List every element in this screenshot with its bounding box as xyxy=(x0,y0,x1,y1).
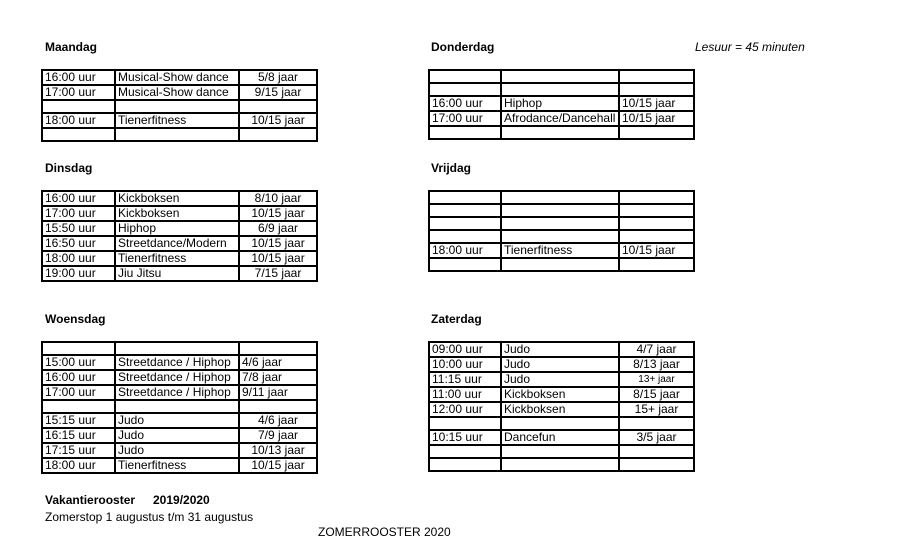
table-row xyxy=(429,111,694,126)
time-cell: 16:00 uur xyxy=(42,370,115,385)
time-cell xyxy=(42,128,115,141)
time-cell: 15:00 uur xyxy=(42,355,115,370)
age-cell: 10/15 jaar xyxy=(239,236,317,251)
time-cell: 10:15 uur xyxy=(429,430,501,445)
age-cell: 10/13 jaar xyxy=(239,443,317,458)
class-cell: Judo xyxy=(501,342,619,357)
lesson-duration-note: Lesuur = 45 minuten xyxy=(695,40,805,54)
table-row xyxy=(42,206,317,221)
class-cell xyxy=(501,204,619,217)
time-cell: 16:15 uur xyxy=(42,428,115,443)
time-cell: 18:00 uur xyxy=(429,243,501,258)
time-cell xyxy=(429,83,501,96)
age-cell: 6/9 jaar xyxy=(239,221,317,236)
table-row xyxy=(42,128,317,141)
class-cell: Judo xyxy=(501,372,619,387)
age-cell: 10/15 jaar xyxy=(239,251,317,266)
age-cell xyxy=(619,458,694,471)
class-cell: Tienerfitness xyxy=(115,458,239,473)
day-heading-dinsdag: Dinsdag xyxy=(45,161,93,175)
age-cell: 10/15 jaar xyxy=(239,458,317,473)
table-row xyxy=(42,191,317,206)
class-cell: Dancefun xyxy=(501,430,619,445)
time-cell xyxy=(42,100,115,113)
time-cell: 17:00 uur xyxy=(429,111,501,126)
class-cell xyxy=(501,191,619,204)
time-cell: 15:50 uur xyxy=(42,221,115,236)
table-row xyxy=(42,113,317,128)
age-cell: 4/7 jaar xyxy=(619,342,694,357)
age-cell: 10/15 jaar xyxy=(239,113,317,128)
age-cell: 7/8 jaar xyxy=(239,370,317,385)
time-cell: 19:00 uur xyxy=(42,266,115,281)
time-cell: 16:50 uur xyxy=(42,236,115,251)
vacation-schedule-label: Vakantierooster xyxy=(45,493,136,507)
table-row xyxy=(429,258,694,271)
time-cell xyxy=(42,342,115,355)
class-cell: Kickboksen xyxy=(115,206,239,221)
time-cell: 16:00 uur xyxy=(42,70,115,85)
class-cell xyxy=(501,83,619,96)
table-row xyxy=(42,221,317,236)
table-row xyxy=(42,100,317,113)
table-row xyxy=(42,370,317,385)
time-cell: 15:15 uur xyxy=(42,413,115,428)
age-cell xyxy=(619,230,694,243)
age-cell: 4/6 jaar xyxy=(239,413,317,428)
age-cell: 4/6 jaar xyxy=(239,355,317,370)
time-cell xyxy=(429,191,501,204)
day-heading-vrijdag: Vrijdag xyxy=(431,161,472,175)
table-row xyxy=(429,126,694,139)
class-cell xyxy=(501,126,619,139)
table-row xyxy=(42,85,317,100)
time-cell: 16:00 uur xyxy=(42,191,115,206)
class-cell xyxy=(501,258,619,271)
age-cell: 3/5 jaar xyxy=(619,430,694,445)
time-cell: 17:00 uur xyxy=(42,385,115,400)
schedule-table-donderdag xyxy=(428,69,695,140)
table-row xyxy=(42,385,317,400)
table-row xyxy=(42,251,317,266)
table-row xyxy=(429,243,694,258)
time-cell xyxy=(429,445,501,458)
time-cell xyxy=(429,217,501,230)
class-cell xyxy=(501,230,619,243)
class-cell: Streetdance / Hiphop xyxy=(115,355,239,370)
age-cell xyxy=(619,126,694,139)
table-row xyxy=(429,445,694,458)
table-row xyxy=(429,417,694,430)
table-row xyxy=(429,83,694,96)
table-row xyxy=(42,70,317,85)
time-cell xyxy=(429,204,501,217)
class-cell xyxy=(501,417,619,430)
class-cell xyxy=(115,100,239,113)
time-cell: 12:00 uur xyxy=(429,402,501,417)
table-row xyxy=(429,402,694,417)
day-heading-maandag: Maandag xyxy=(45,40,98,54)
class-cell: Musical-Show dance xyxy=(115,70,239,85)
time-cell: 18:00 uur xyxy=(42,113,115,128)
class-cell: Musical-Show dance xyxy=(115,85,239,100)
table-row xyxy=(42,428,317,443)
class-cell: Judo xyxy=(115,413,239,428)
time-cell: 11:00 uur xyxy=(429,387,501,402)
time-cell xyxy=(429,258,501,271)
class-cell xyxy=(501,445,619,458)
time-cell xyxy=(429,70,501,83)
time-cell: 11:15 uur xyxy=(429,372,501,387)
age-cell: 9/15 jaar xyxy=(239,85,317,100)
time-cell: 09:00 uur xyxy=(429,342,501,357)
table-row xyxy=(42,236,317,251)
class-cell: Streetdance/Modern xyxy=(115,236,239,251)
time-cell xyxy=(429,417,501,430)
time-cell: 17:15 uur xyxy=(42,443,115,458)
class-cell: Judo xyxy=(115,428,239,443)
table-row xyxy=(42,266,317,281)
age-cell xyxy=(619,417,694,430)
day-heading-zaterdag: Zaterdag xyxy=(431,312,482,326)
class-cell xyxy=(115,400,239,413)
table-row xyxy=(429,191,694,204)
table-row xyxy=(429,217,694,230)
age-cell: 7/9 jaar xyxy=(239,428,317,443)
age-cell xyxy=(619,217,694,230)
summer-stop-note: Zomerstop 1 augustus t/m 31 augustus xyxy=(45,510,254,524)
age-cell: 9/11 jaar xyxy=(239,385,317,400)
table-row xyxy=(429,357,694,372)
age-cell xyxy=(619,70,694,83)
age-cell: 13+ jaar xyxy=(619,372,694,387)
age-cell: 10/15 jaar xyxy=(619,96,694,111)
age-cell: 8/15 jaar xyxy=(619,387,694,402)
day-heading-donderdag: Donderdag xyxy=(431,40,495,54)
class-cell: Jiu Jitsu xyxy=(115,266,239,281)
table-row xyxy=(429,96,694,111)
class-cell: Afrodance/Dancehall xyxy=(501,111,619,126)
age-cell: 8/10 jaar xyxy=(239,191,317,206)
class-cell: Streetdance / Hiphop xyxy=(115,370,239,385)
schedule-table-dinsdag xyxy=(41,190,318,282)
time-cell: 17:00 uur xyxy=(42,85,115,100)
age-cell: 10/15 jaar xyxy=(619,111,694,126)
age-cell xyxy=(239,342,317,355)
table-row xyxy=(42,413,317,428)
day-heading-woensdag: Woensdag xyxy=(45,312,106,326)
age-cell xyxy=(239,400,317,413)
vacation-schedule-year: 2019/2020 xyxy=(153,493,210,507)
class-cell: Kickboksen xyxy=(115,191,239,206)
time-cell xyxy=(429,458,501,471)
table-row xyxy=(42,458,317,473)
class-cell: Tienerfitness xyxy=(115,113,239,128)
table-row xyxy=(429,458,694,471)
class-cell: Hiphop xyxy=(115,221,239,236)
time-cell: 10:00 uur xyxy=(429,357,501,372)
age-cell: 15+ jaar xyxy=(619,402,694,417)
table-row xyxy=(429,342,694,357)
time-cell xyxy=(429,230,501,243)
time-cell: 18:00 uur xyxy=(42,251,115,266)
table-row xyxy=(429,430,694,445)
class-cell: Tienerfitness xyxy=(115,251,239,266)
age-cell: 10/15 jaar xyxy=(239,206,317,221)
time-cell: 16:00 uur xyxy=(429,96,501,111)
class-cell: Judo xyxy=(115,443,239,458)
age-cell xyxy=(619,258,694,271)
schedule-table-maandag xyxy=(41,69,318,142)
table-row xyxy=(42,400,317,413)
class-cell: Kickboksen xyxy=(501,402,619,417)
age-cell xyxy=(619,191,694,204)
age-cell: 5/8 jaar xyxy=(239,70,317,85)
document-title: ZOMERROOSTER 2020 xyxy=(318,525,451,539)
age-cell xyxy=(619,83,694,96)
schedule-table-woensdag xyxy=(41,341,318,474)
class-cell xyxy=(115,342,239,355)
age-cell: 7/15 jaar xyxy=(239,266,317,281)
table-row xyxy=(42,342,317,355)
class-cell xyxy=(115,128,239,141)
schedule-table-vrijdag xyxy=(428,190,695,272)
class-cell xyxy=(501,70,619,83)
time-cell: 18:00 uur xyxy=(42,458,115,473)
table-row xyxy=(429,204,694,217)
age-cell: 10/15 jaar xyxy=(619,243,694,258)
time-cell: 17:00 uur xyxy=(42,206,115,221)
table-row xyxy=(429,230,694,243)
table-row xyxy=(429,387,694,402)
schedule-table-zaterdag xyxy=(428,341,695,472)
class-cell: Streetdance / Hiphop xyxy=(115,385,239,400)
class-cell: Judo xyxy=(501,357,619,372)
table-row xyxy=(42,443,317,458)
class-cell: Hiphop xyxy=(501,96,619,111)
class-cell: Tienerfitness xyxy=(501,243,619,258)
class-cell: Kickboksen xyxy=(501,387,619,402)
time-cell xyxy=(429,126,501,139)
age-cell xyxy=(239,128,317,141)
class-cell xyxy=(501,217,619,230)
table-row xyxy=(42,355,317,370)
age-cell: 8/13 jaar xyxy=(619,357,694,372)
age-cell xyxy=(239,100,317,113)
class-cell xyxy=(501,458,619,471)
table-row xyxy=(429,372,694,387)
age-cell xyxy=(619,204,694,217)
time-cell xyxy=(42,400,115,413)
age-cell xyxy=(619,445,694,458)
table-row xyxy=(429,70,694,83)
